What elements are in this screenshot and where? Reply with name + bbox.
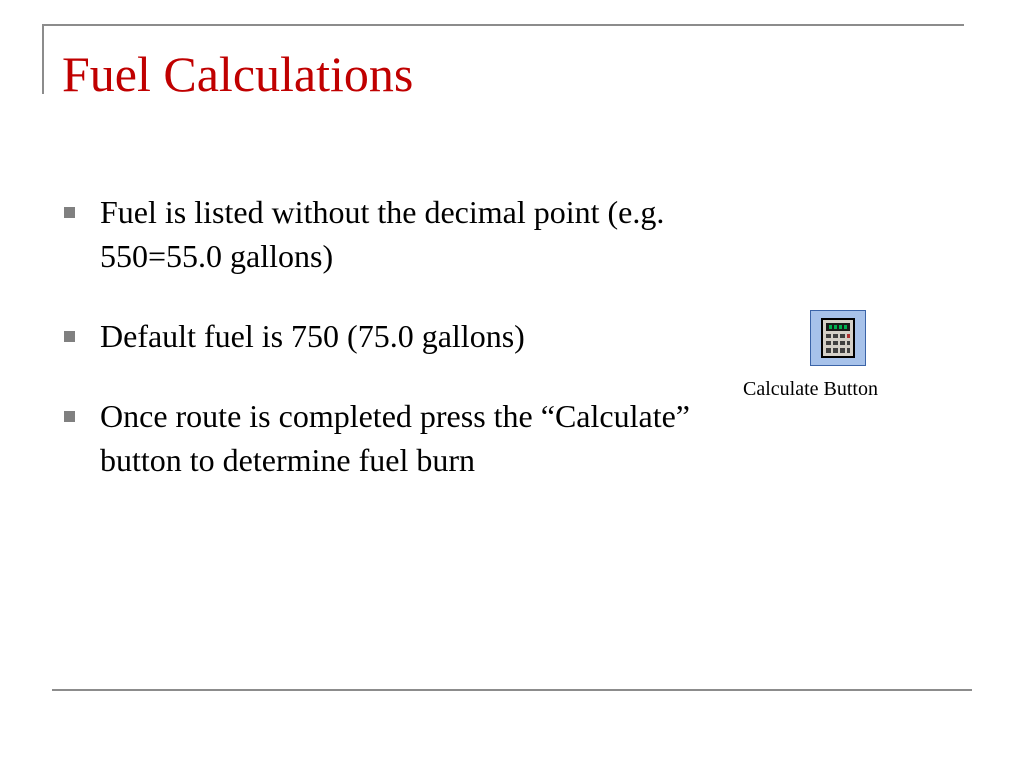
bullet-item	[62, 394, 702, 482]
square-bullet-icon	[64, 207, 75, 218]
calculate-button-caption: Calculate Button	[743, 378, 878, 400]
bullet-list	[62, 190, 702, 482]
bullet-item	[62, 314, 702, 358]
calculate-button[interactable]	[810, 310, 866, 366]
bullet-item	[62, 190, 702, 278]
slide-title: Fuel Calculations	[62, 46, 414, 102]
bullet-text: Once route is completed press the “Calculate” button to determine fuel burn	[100, 398, 690, 478]
frame-bottom-line	[52, 689, 972, 691]
frame-top-line	[42, 24, 964, 26]
frame-left-line	[42, 24, 44, 94]
calculator-icon	[811, 311, 865, 365]
bullet-text: Fuel is listed without the decimal point (e.g. 550=55.0 gallons)	[100, 194, 665, 274]
square-bullet-icon	[64, 411, 75, 422]
bullet-text: Default fuel is 750 (75.0 gallons)	[100, 318, 525, 354]
square-bullet-icon	[64, 331, 75, 342]
